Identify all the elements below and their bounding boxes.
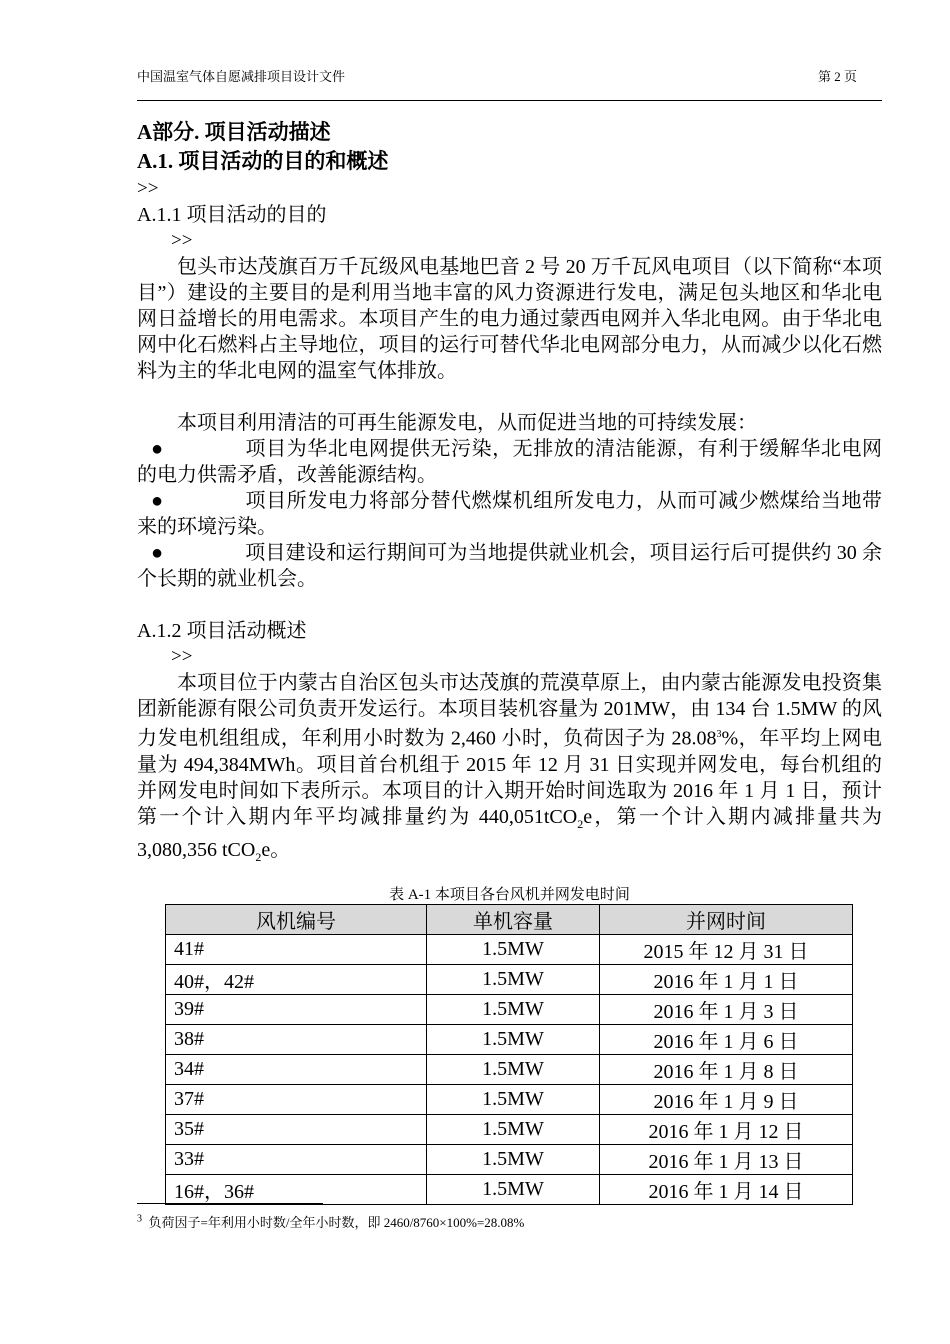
capacity-cell: 1.5MW <box>427 1084 600 1114</box>
capacity-cell: 1.5MW <box>427 934 600 964</box>
turbine-id-cell: 40#，42# <box>166 964 427 994</box>
turbine-id-cell: 33# <box>166 1144 427 1174</box>
header-page-number: 第 2 页 <box>817 69 857 84</box>
capacity-cell: 1.5MW <box>427 1144 600 1174</box>
subsection-a12-title: A.1.2 项目活动概述 <box>137 620 307 642</box>
grid-date-cell: 2016 年 1 月 13 日 <box>600 1144 853 1174</box>
table-row <box>166 1024 853 1054</box>
grid-date-cell: 2016 年 1 月 12 日 <box>600 1114 853 1144</box>
capacity-cell: 1.5MW <box>427 1174 600 1204</box>
footnote <box>137 1212 524 1231</box>
a12-paragraph: 本项目位于内蒙古自治区包头市达茂旗的荒漠草原上，由内蒙古能源发电投资集团新能源有限公司负责开发运行。本项目装机容量为 201MW，由 134 台 1.5MW 的风力发电机组组成，年利用小时数为 2,460 小时，负荷因子为 28.08$^3$%，年平均上网电量为 494,384MWh。项目首台机组于 2015 年 12 月 31 日实现并网发电，每台机组的并网发电时间如下表所示。本项目的计入期开始时间选取为 2016 年 1 月 1 日，预计第一个计入期内年平均减排量约为 440,051tCO$_2$e，第一个计入期内减排量共为 3,080,356 tCO$_2$e。 <box>137 672 883 864</box>
table-row <box>166 1084 853 1114</box>
turbine-id-cell: 35# <box>166 1114 427 1144</box>
bullet-icon: ● <box>151 542 164 564</box>
grid-date-cell: 2016 年 1 月 6 日 <box>600 1024 853 1054</box>
grid-date-cell: 2015 年 12 月 31 日 <box>600 934 853 964</box>
part-a-title: A部分. 项目活动描述 <box>137 120 331 144</box>
bullet-icon: ● <box>151 490 164 512</box>
capacity-cell: 1.5MW <box>427 994 600 1024</box>
subsection-a11-title: A.1.1 项目活动的目的 <box>137 204 327 226</box>
turbine-id-cell: 39# <box>166 994 427 1024</box>
bullet-text: 项目所发电力将部分替代燃煤机组所发电力，从而可减少燃煤给当地带来的环境污染。 <box>137 490 882 538</box>
capacity-cell: 1.5MW <box>427 1054 600 1084</box>
table-row <box>166 1114 853 1144</box>
turbine-id-cell: 38# <box>166 1024 427 1054</box>
table-row <box>166 1144 853 1174</box>
turbine-grid-table <box>165 904 853 1205</box>
bullet-item <box>137 488 882 540</box>
table-header-row <box>166 904 853 934</box>
turbine-id-cell: 41# <box>166 934 427 964</box>
sustainability-intro: 本项目利用清洁的可再生能源发电，从而促进当地的可持续发展： <box>177 412 757 434</box>
header-divider <box>137 100 882 101</box>
table-caption: 表 A-1 本项目各台风机并网发电时间 <box>389 886 630 903</box>
turbine-id-cell: 16#，36# <box>166 1174 427 1204</box>
grid-date-cell: 2016 年 1 月 3 日 <box>600 994 853 1024</box>
table-row <box>166 964 853 994</box>
table-row <box>166 1174 853 1204</box>
bullet-icon: ● <box>151 438 164 460</box>
grid-date-cell: 2016 年 1 月 1 日 <box>600 964 853 994</box>
document-body <box>137 118 882 1205</box>
a11-paragraph: 包头市达茂旗百万千瓦级风电基地巴音 2 号 20 万千瓦风电项目（以下简称“本项目”）建设的主要目的是利用当地丰富的风力资源进行发电，满足包头地区和华北电网日益增长的用电需求。本项目产生的电力通过蒙西电网并入华北电网。由于华北电网中化石燃料占主导地位，项目的运行可替代华北电网部分电力，从而减少以化石燃料为主的华北电网的温室气体排放。 <box>137 256 882 382</box>
subsection-marker: >> <box>171 646 193 667</box>
column-header: 风机编号 <box>166 904 427 934</box>
capacity-cell: 1.5MW <box>427 1114 600 1144</box>
column-header: 并网时间 <box>600 904 853 934</box>
footnote-mark: 3 <box>137 1213 142 1225</box>
bullet-text: 项目为华北电网提供无污染，无排放的清洁能源，有利于缓解华北电网的电力供需矛盾，改善能源结构。 <box>137 438 882 486</box>
bullet-item <box>137 436 882 488</box>
grid-date-cell: 2016 年 1 月 14 日 <box>600 1174 853 1204</box>
footnote-reference[interactable]: 3 <box>716 729 722 740</box>
footnote-text: 负荷因子=年利用小时数/全年小时数，即 2460/8760×100%=28.08% <box>148 1215 525 1230</box>
table-row <box>166 1054 853 1084</box>
section-a1-title: A.1. 项目活动的目的和概述 <box>137 149 389 173</box>
capacity-cell: 1.5MW <box>427 1024 600 1054</box>
bullet-text: 项目建设和运行期间可为当地提供就业机会，项目运行后可提供约 30 余个长期的就业机会。 <box>137 542 882 590</box>
table-row <box>166 934 853 964</box>
turbine-id-cell: 37# <box>166 1084 427 1114</box>
grid-date-cell: 2016 年 1 月 9 日 <box>600 1084 853 1114</box>
subsection-marker: >> <box>171 230 193 251</box>
capacity-cell: 1.5MW <box>427 964 600 994</box>
header-doc-title: 中国温室气体自愿减排项目设计文件 <box>137 69 346 84</box>
section-marker: >> <box>137 178 159 199</box>
bullet-item <box>137 540 882 592</box>
grid-date-cell: 2016 年 1 月 8 日 <box>600 1054 853 1084</box>
table-row <box>166 994 853 1024</box>
turbine-id-cell: 34# <box>166 1054 427 1084</box>
column-header: 单机容量 <box>427 904 600 934</box>
footnote-divider <box>137 1203 323 1204</box>
